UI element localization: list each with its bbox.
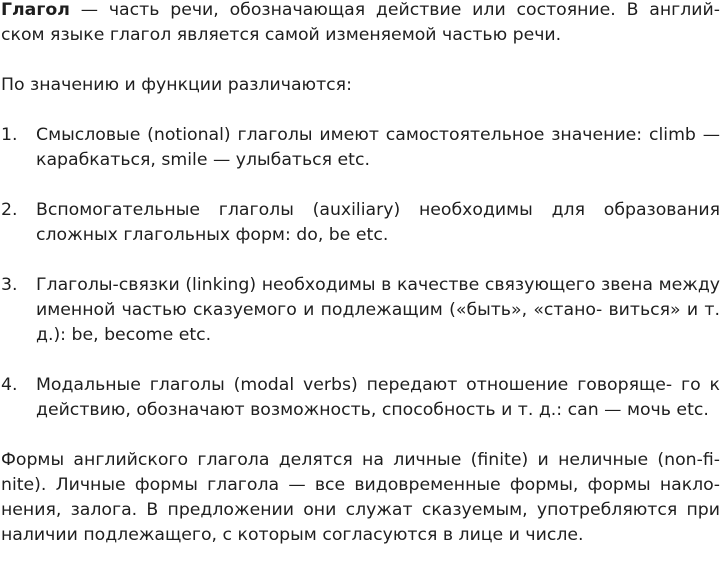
list-item-line: сложных глагольных форм: do, be etc. [36, 225, 389, 245]
list-item-number: 1. [1, 125, 18, 145]
verb-types-list [1, 123, 720, 423]
list-item [1, 273, 720, 348]
list-item-line: Глаголы-связки (linking) необходимы в качестве связующего звена [36, 275, 653, 295]
list-item [1, 373, 720, 423]
list-item-line: Вспомогательные глаголы (auxiliary) необходимы для образования [36, 200, 720, 220]
list-item-number: 3. [1, 275, 18, 295]
lead-paragraph: По значению и функции различаются: [1, 75, 352, 95]
list-item-line: мочь etc. [626, 400, 709, 420]
intro-paragraph [1, 0, 720, 48]
closing-line: nite). Личные формы глагола — все видовременные формы, формы накло- [1, 475, 720, 495]
intro-line-2: ском языке глагол является самой изменяемой частью речи. [1, 25, 562, 45]
list-item-line: climb — карабкаться, smile — улыбаться etc. [36, 125, 721, 170]
closing-paragraph [1, 448, 720, 548]
intro-line-1: — часть речи, обозначающая действие или состояние. В англий- [80, 0, 721, 20]
list-item-line: Смысловые (notional) глаголы имеют самостоятельное значение: [36, 125, 643, 145]
list-item-line: между именной частью сказуемого и подлежащим («быть», «стано- [36, 275, 720, 320]
list-item [1, 123, 720, 173]
closing-line: нения, залога. В предложении они служат сказуемым, употребляются при [1, 500, 720, 520]
document-page [1, 0, 720, 548]
list-item-line: го к действию, обозначают возможность, способность и т. д.: can — [36, 375, 720, 420]
closing-line: наличии подлежащего, с которым согласуются в лице и числе. [1, 525, 584, 545]
list-item-line: Модальные глаголы (modal verbs) передают отношение говоряще- [36, 375, 673, 395]
list-item-line: виться» и т. д.): be, become etc. [36, 300, 720, 345]
list-item-number: 2. [1, 200, 18, 220]
list-item-number: 4. [1, 375, 18, 395]
list-item [1, 198, 720, 248]
closing-line: Формы английского глагола делятся на личные (finite) и неличные (non-fi- [1, 450, 720, 470]
intro-term: Глагол [1, 0, 70, 20]
